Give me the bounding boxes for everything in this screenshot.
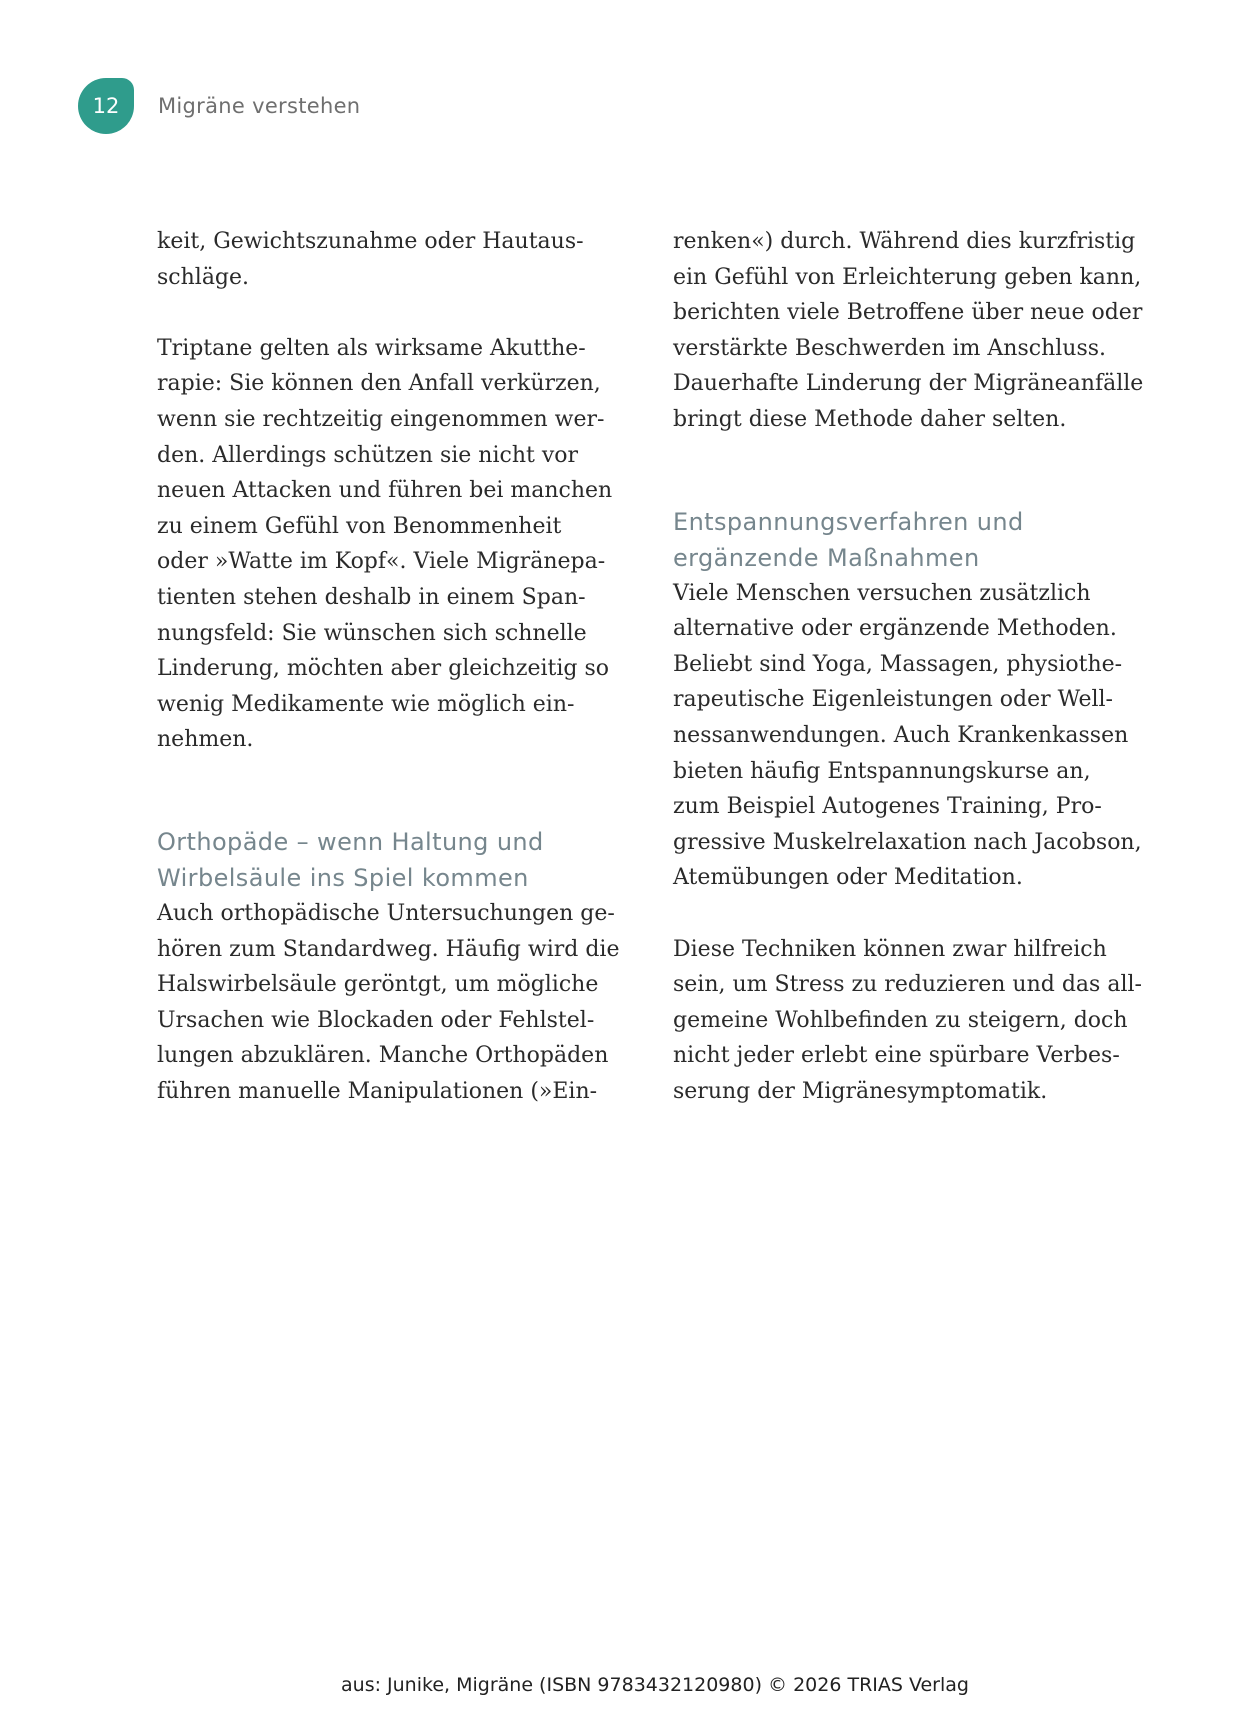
text-line: renken«) durch. Während dies kurzfristig (673, 229, 1136, 254)
text-line: rapie: Sie können den Anfall verkürzen, (157, 371, 601, 397)
heading-line: ergänzende Maßnahmen (673, 543, 980, 572)
paragraph (157, 331, 637, 758)
text-line: schläge. (157, 264, 250, 290)
page-number-badge (78, 78, 134, 134)
text-line: oder »Watte im Kopf«. Viele Migränepa- (157, 549, 606, 575)
text-line: nessanwendungen. Auch Krankenkassen (673, 722, 1129, 748)
paragraph (157, 224, 637, 295)
paragraph (673, 576, 1153, 896)
heading-line: Orthopäde – wenn Haltung und (157, 827, 544, 856)
text-line: Linderung, möchten aber gleichzeitig so (157, 656, 609, 682)
paragraph (673, 932, 1153, 1110)
text-line: berichten viele Betroffene über neue oder (673, 300, 1143, 326)
text-line: lungen abzuklären. Manche Orthopäden (157, 1043, 609, 1069)
section-heading-orthopaede (157, 824, 637, 896)
text-line: bieten häufig Entspannungskurse an, (673, 758, 1091, 784)
text-line: wenig Medikamente wie möglich ein- (157, 691, 575, 717)
heading-line: Wirbelsäule ins Spiel kommen (157, 863, 529, 892)
text-line: wenn sie rechtzeitig eingenommen wer- (157, 406, 605, 432)
text-line: serung der Migränesymptomatik. (673, 1078, 1048, 1104)
text-line: zum Beispiel Autogenes Training, Pro- (673, 794, 1102, 820)
text-line: Atemübungen oder Meditation. (673, 865, 1023, 891)
text-line: Diese Techniken können zwar hilfreich (673, 936, 1107, 962)
heading-line: Entspannungsverfahren und (673, 507, 1024, 536)
text-line: sein, um Stress zu reduzieren und das all- (673, 972, 1142, 998)
paragraph (157, 896, 637, 1110)
text-line: neuen Attacken und führen bei manchen (157, 478, 613, 504)
text-line: Ursachen wie Blockaden oder Fehlstel- (157, 1007, 595, 1033)
text-line: verstärkte Beschwerden im Anschluss. (673, 335, 1107, 361)
text-line: rapeutische Eigenleistungen oder Well- (673, 687, 1113, 713)
text-line: führen manuelle Manipulationen (»Ein- (157, 1078, 598, 1104)
text-line: ein Gefühl von Erleichterung geben kann, (673, 264, 1142, 290)
left-column (157, 224, 637, 1109)
chapter-title: Migräne verstehen (158, 94, 361, 118)
text-line: nehmen. (157, 727, 254, 753)
text-line: zu einem Gefühl von Benommenheit (157, 513, 562, 539)
text-line: alternative oder ergänzende Methoden. (673, 616, 1117, 642)
source-footer: aus: Junike, Migräne (ISBN 9783432120980) © 2026 TRIAS Verlag (341, 1674, 969, 1696)
text-line: keit, Gewichtszunahme oder Hautaus- (157, 229, 584, 254)
text-line: Beliebt sind Yoga, Massagen, physiothe- (673, 651, 1123, 677)
text-line: nicht jeder erlebt eine spürbare Verbes- (673, 1043, 1120, 1069)
text-line: gemeine Wohlbefinden zu steigern, doch (673, 1007, 1128, 1033)
text-line: nungsfeld: Sie wünschen sich schnelle (157, 620, 587, 646)
text-line: Dauerhafte Linderung der Migräneanfälle (673, 371, 1144, 397)
text-line: Auch orthopädische Untersuchungen ge- (157, 900, 615, 926)
text-line: Viele Menschen versuchen zusätzlich (673, 580, 1091, 606)
page-number: 12 (92, 94, 120, 118)
text-line: hören zum Standardweg. Häufig wird die (157, 936, 620, 962)
paragraph (673, 224, 1153, 438)
text-line: Triptane gelten als wirksame Akutthe- (157, 335, 586, 361)
right-column (673, 224, 1153, 1109)
text-line: Halswirbelsäule geröntgt, um mögliche (157, 972, 599, 998)
section-heading-entspannung (673, 504, 1153, 576)
text-line: bringt diese Methode daher selten. (673, 406, 1067, 432)
text-line: tienten stehen deshalb in einem Span- (157, 584, 586, 610)
text-line: gressive Muskelrelaxation nach Jacobson, (673, 829, 1142, 855)
page-header (78, 78, 360, 134)
text-line: den. Allerdings schützen sie nicht vor (157, 442, 579, 468)
